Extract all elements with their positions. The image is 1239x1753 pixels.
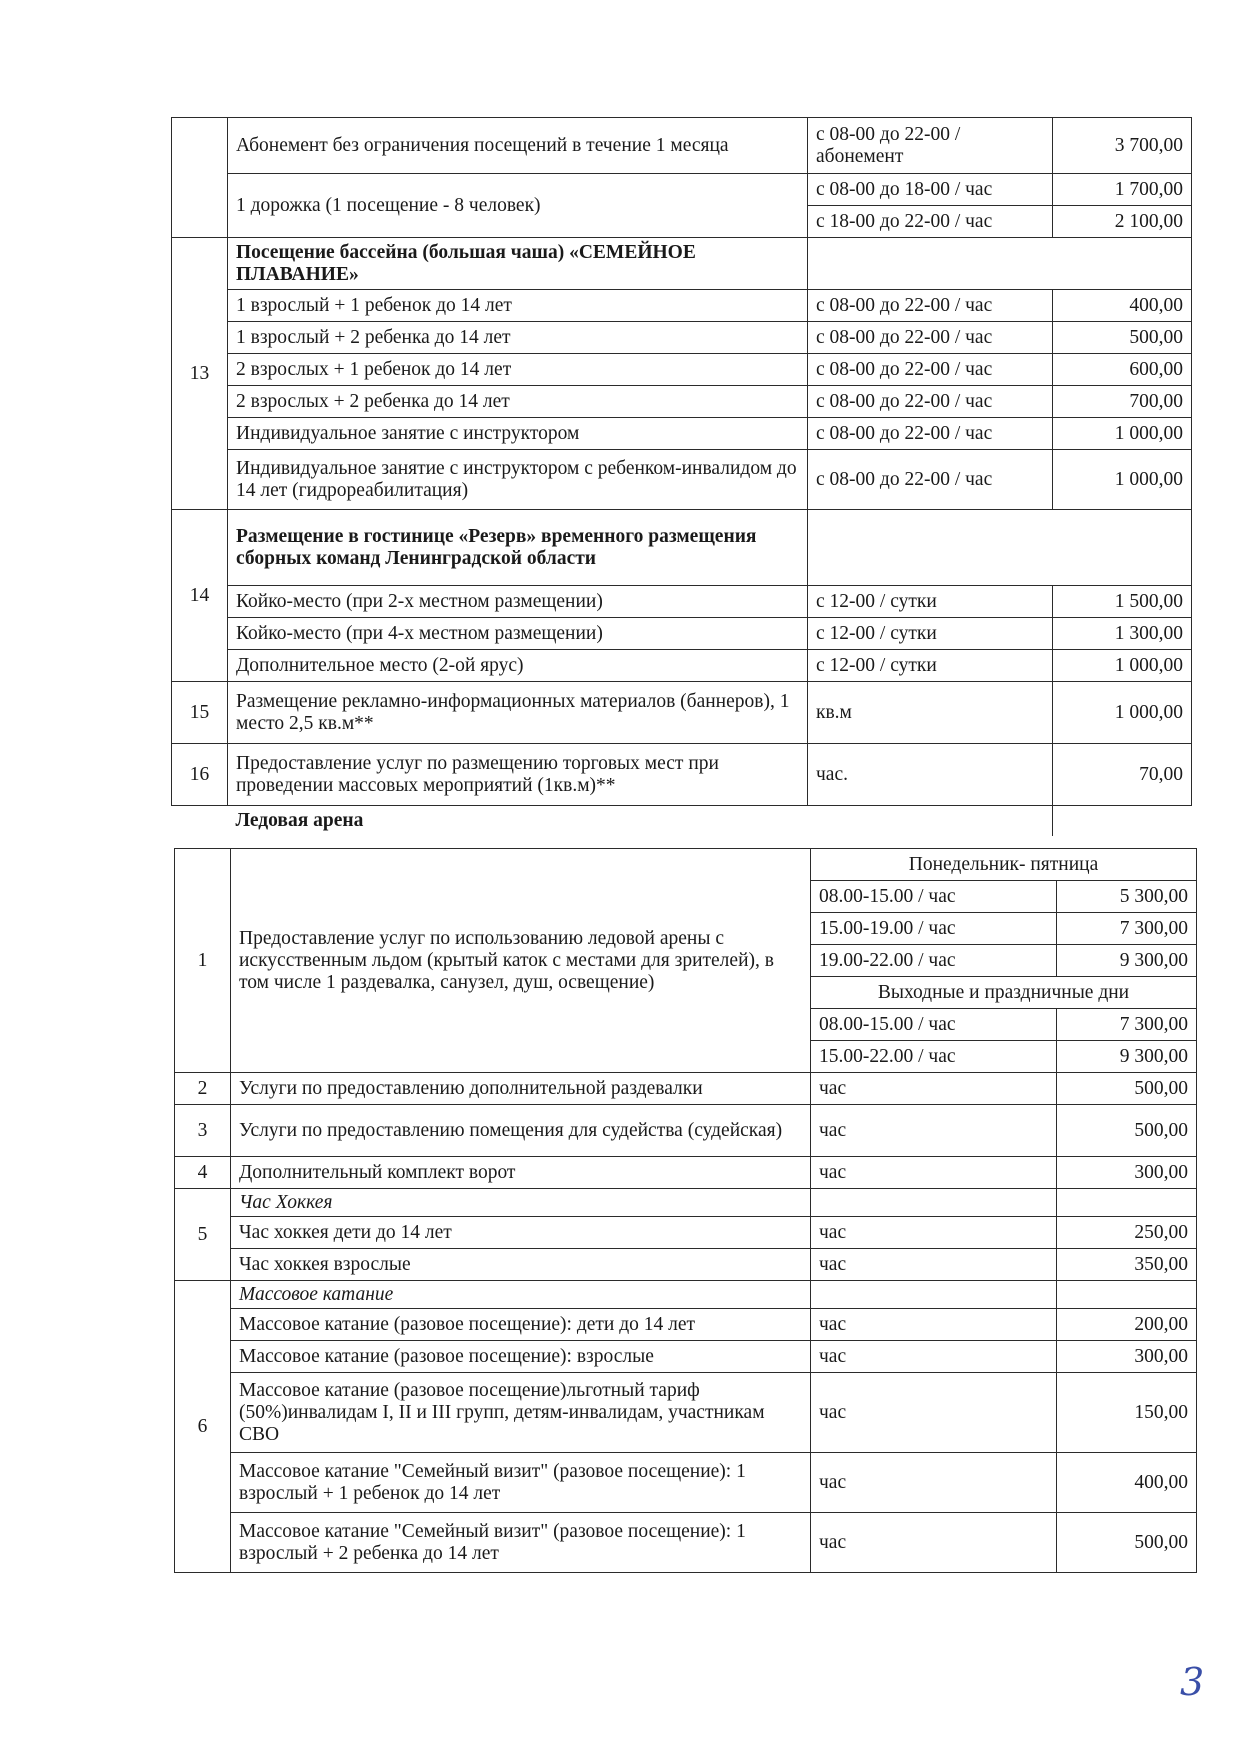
service-price: 350,00 [1057,1249,1197,1281]
section-number: 4 [175,1157,231,1189]
service-name: Массовое катание (разовое посещение): дети до 14 лет [231,1309,811,1341]
table-row [175,1341,1197,1373]
service-time: с 08-00 до 22-00 / час [808,322,1053,354]
service-time: с 08-00 до 22-00 / час [808,290,1053,322]
service-time: с 18-00 до 22-00 / час [808,206,1053,238]
section-title: Посещение бассейна (большая чаша) «СЕМЕЙНОЕ ПЛАВАНИЕ» [228,238,808,290]
service-name: 2 взрослых + 1 ребенок до 14 лет [228,354,808,386]
service-unit: час [811,1373,1057,1453]
page-number: 3 [1180,1660,1205,1704]
service-unit: час [811,1157,1057,1189]
service-price: 2 100,00 [1053,206,1192,238]
service-price: 70,00 [1053,744,1192,806]
table-row [172,174,1192,206]
service-unit: час [811,1341,1057,1373]
section-number: 5 [175,1189,231,1281]
service-price: 7 300,00 [1057,1009,1197,1041]
table-row [172,450,1192,510]
service-time: с 12-00 / сутки [808,650,1053,682]
section-number: 13 [172,238,228,510]
service-time: с 08-00 до 22-00 / абонемент [808,118,1053,174]
section-number: 14 [172,510,228,682]
service-price: 9 300,00 [1057,1041,1197,1073]
service-name: Абонемент без ограничения посещений в течение 1 месяца [228,118,808,174]
service-price: 400,00 [1053,290,1192,322]
service-price: 200,00 [1057,1309,1197,1341]
empty-cell [172,806,228,836]
service-name: Услуги по предоставлению дополнительной раздевалки [231,1073,811,1105]
service-price: 500,00 [1057,1073,1197,1105]
service-name: Предоставление услуг по размещению торговых мест при проведении массовых мероприятий (1кв.м)** [228,744,808,806]
service-name: Индивидуальное занятие с инструктором [228,418,808,450]
service-time: с 08-00 до 18-00 / час [808,174,1053,206]
service-name: Индивидуальное занятие с инструктором с ребенком-инвалидом до 14 лет (гидрореабилитация) [228,450,808,510]
service-price: 500,00 [1053,322,1192,354]
empty-cell [808,806,1053,836]
service-time: с 08-00 до 22-00 / час [808,354,1053,386]
service-name: 1 взрослый + 2 ребенка до 14 лет [228,322,808,354]
service-name: Дополнительный комплект ворот [231,1157,811,1189]
service-name: Массовое катание "Семейный визит" (разовое посещение): 1 взрослый + 2 ребенка до 14 лет [231,1513,811,1573]
empty-cell [811,1189,1057,1217]
service-time: с 08-00 до 22-00 / час [808,418,1053,450]
table-row [172,418,1192,450]
table-row [172,322,1192,354]
table-row [175,1309,1197,1341]
price-table-pool [171,117,1192,836]
table-row [172,118,1192,174]
service-price: 1 500,00 [1053,586,1192,618]
service-unit: час [811,1217,1057,1249]
table-row [172,618,1192,650]
table-row [172,586,1192,618]
service-price: 7 300,00 [1057,913,1197,945]
service-time: с 08-00 до 22-00 / час [808,386,1053,418]
service-price: 250,00 [1057,1217,1197,1249]
service-name: Койко-место (при 4-х местном размещении) [228,618,808,650]
service-name: Услуги по предоставлению помещения для судейства (судейская) [231,1105,811,1157]
service-price: 1 000,00 [1053,418,1192,450]
empty-cell [1057,1189,1197,1217]
service-price: 1 000,00 [1053,450,1192,510]
service-price: 700,00 [1053,386,1192,418]
service-time: с 12-00 / сутки [808,586,1053,618]
service-price: 1 700,00 [1053,174,1192,206]
empty-cell [808,238,1192,290]
table-row [175,1513,1197,1573]
service-price: 300,00 [1057,1341,1197,1373]
service-price: 1 000,00 [1053,650,1192,682]
service-name: Предоставление услуг по использованию ледовой арены с искусственным льдом (крытый каток с местами для зрителей), в том числе 1 раздевалка, санузел, душ, освещение) [231,849,811,1073]
empty-cell [811,1281,1057,1309]
table-row [175,1373,1197,1453]
section-number: 3 [175,1105,231,1157]
service-name: 1 взрослый + 1 ребенок до 14 лет [228,290,808,322]
service-name: Час хоккея взрослые [231,1249,811,1281]
service-unit: час. [808,744,1053,806]
service-time: 08.00-15.00 / час [811,881,1057,913]
service-name: Размещение рекламно-информационных материалов (баннеров), 1 место 2,5 кв.м** [228,682,808,744]
service-time: с 08-00 до 22-00 / час [808,450,1053,510]
service-name: 1 дорожка (1 посещение - 8 человек) [228,174,808,238]
service-name: Час хоккея дети до 14 лет [231,1217,811,1249]
table-row [175,1249,1197,1281]
service-price: 9 300,00 [1057,945,1197,977]
service-time: 15.00-22.00 / час [811,1041,1057,1073]
ice-arena-heading-row [172,806,1192,836]
table-row [172,650,1192,682]
service-price: 1 000,00 [1053,682,1192,744]
subsection-header-row [175,1281,1197,1309]
section-number: 1 [175,849,231,1073]
subsection-title: Час Хоккея [231,1189,811,1217]
table-row [175,1073,1197,1105]
section-header-row [172,510,1192,586]
section-number: 2 [175,1073,231,1105]
service-price: 3 700,00 [1053,118,1192,174]
table-row [175,1157,1197,1189]
service-name: Массовое катание "Семейный визит" (разовое посещение): 1 взрослый + 1 ребенок до 14 лет [231,1453,811,1513]
service-price: 5 300,00 [1057,881,1197,913]
service-price: 500,00 [1057,1105,1197,1157]
service-time: с 12-00 / сутки [808,618,1053,650]
service-price: 600,00 [1053,354,1192,386]
section-number: 6 [175,1281,231,1573]
subsection-header-row [175,1189,1197,1217]
service-time: 19.00-22.00 / час [811,945,1057,977]
service-time: 15.00-19.00 / час [811,913,1057,945]
service-unit: час [811,1073,1057,1105]
table-row [172,290,1192,322]
weekend-label: Выходные и праздничные дни [811,977,1197,1009]
service-name: Массовое катание (разовое посещение)льготный тариф (50%)инвалидам I, II и III групп, детям-инвалидам, участникам СВО [231,1373,811,1453]
service-price: 1 300,00 [1053,618,1192,650]
section-number: 16 [172,744,228,806]
table-row [175,1453,1197,1513]
section-title: Размещение в гостинице «Резерв» временного размещения сборных команд Ленинградской области [228,510,808,586]
section-header-row [172,238,1192,290]
table-row [172,744,1192,806]
service-name: Койко-место (при 2-х местном размещении) [228,586,808,618]
service-unit: кв.м [808,682,1053,744]
table-row [172,354,1192,386]
table-row [172,386,1192,418]
service-name: Массовое катание (разовое посещение): взрослые [231,1341,811,1373]
empty-cell [808,510,1192,586]
table-row [175,1217,1197,1249]
empty-cell [1057,1281,1197,1309]
table-row [175,1105,1197,1157]
service-time: 08.00-15.00 / час [811,1009,1057,1041]
service-price: 300,00 [1057,1157,1197,1189]
table-row [175,849,1197,881]
service-price: 400,00 [1057,1453,1197,1513]
service-price: 150,00 [1057,1373,1197,1453]
weekday-label: Понедельник- пятница [811,849,1197,881]
service-name: 2 взрослых + 2 ребенка до 14 лет [228,386,808,418]
ice-arena-title: Ледовая арена [228,806,808,836]
service-name: Дополнительное место (2-ой ярус) [228,650,808,682]
service-unit: час [811,1309,1057,1341]
service-unit: час [811,1249,1057,1281]
service-unit: час [811,1453,1057,1513]
row-number-cell [172,118,228,238]
subsection-title: Массовое катание [231,1281,811,1309]
service-unit: час [811,1105,1057,1157]
price-table-ice-arena [174,848,1197,1573]
service-unit: час [811,1513,1057,1573]
empty-cell [1053,806,1192,836]
table-row [172,682,1192,744]
service-price: 500,00 [1057,1513,1197,1573]
section-number: 15 [172,682,228,744]
